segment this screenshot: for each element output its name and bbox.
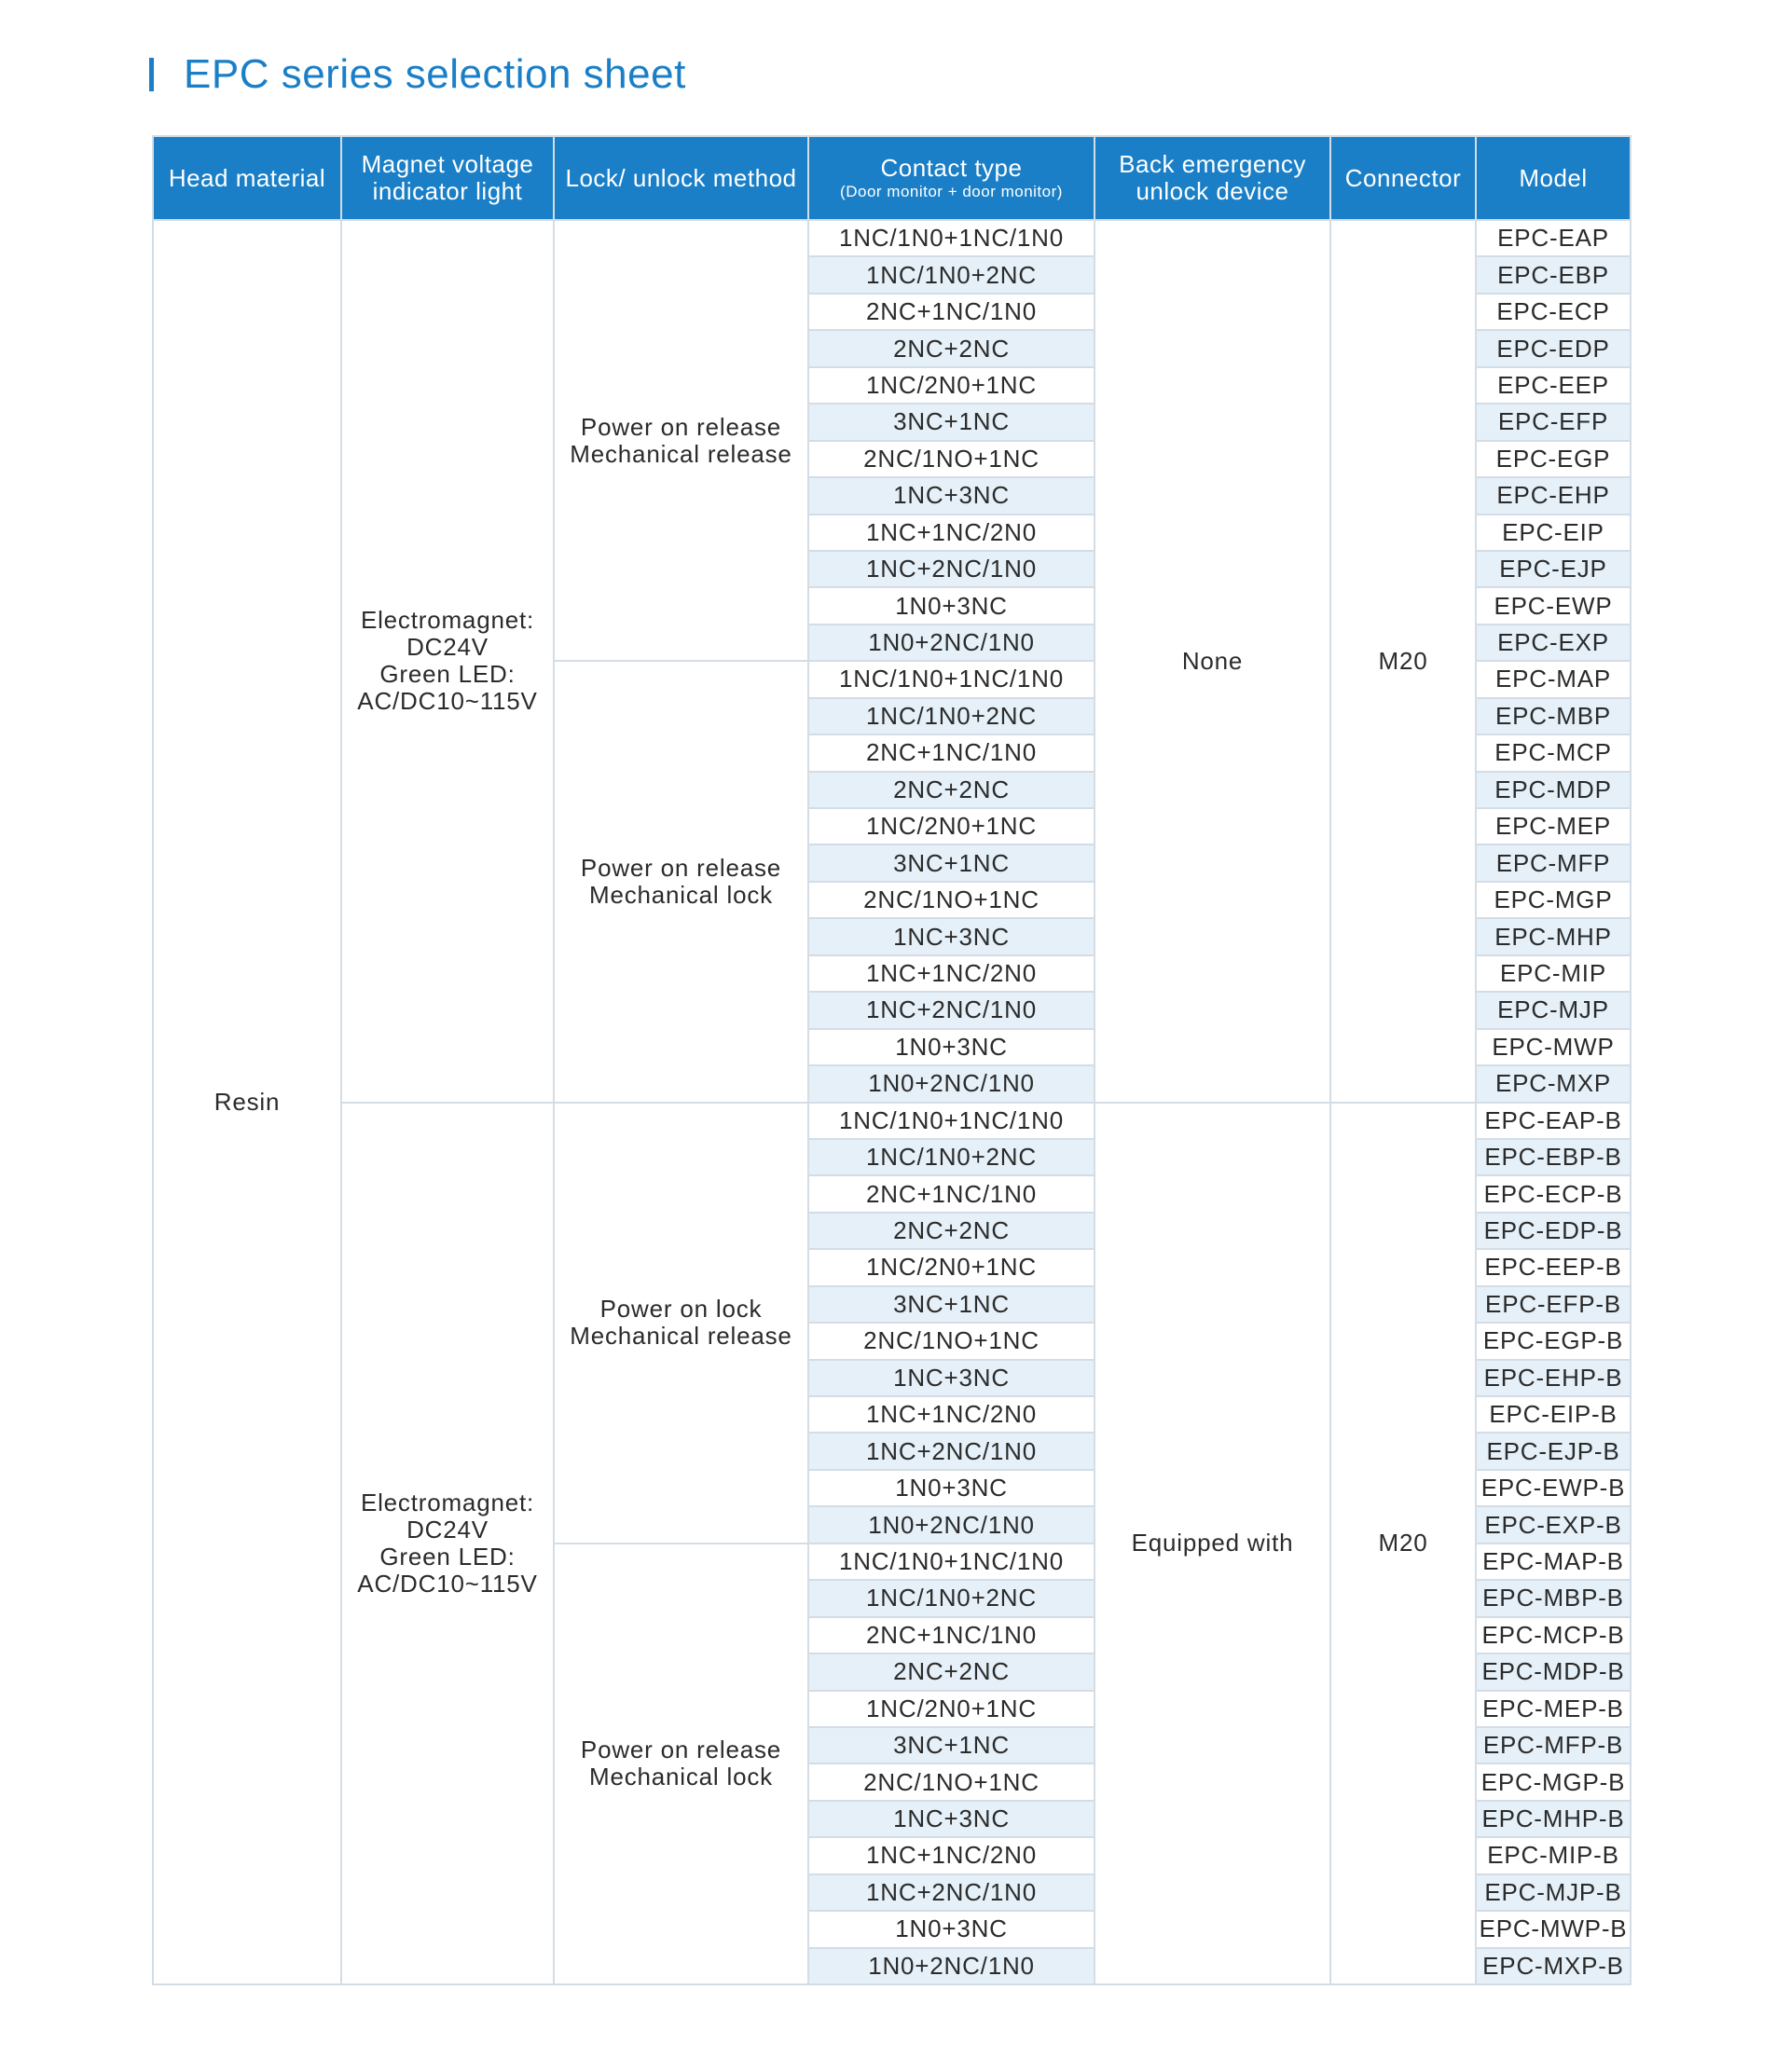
model-cell: EPC-MDP-B [1476,1653,1631,1690]
model-cell: EPC-MAP-B [1476,1544,1631,1580]
contact-type-cell: 1NC/1N0+2NC [808,1139,1095,1175]
model-cell: EPC-MXP [1476,1065,1631,1102]
contact-type-cell: 3NC+1NC [808,1286,1095,1323]
model-cell: EPC-EJP [1476,551,1631,587]
header-magnet-voltage: Magnet voltage indicator light [341,136,554,220]
model-cell: EPC-EAP-B [1476,1103,1631,1139]
contact-type-cell: 1NC/1N0+2NC [808,256,1095,293]
model-cell: EPC-EBP [1476,256,1631,293]
contact-type-cell: 3NC+1NC [808,1727,1095,1763]
model-cell: EPC-EGP-B [1476,1323,1631,1359]
model-cell: EPC-MEP [1476,808,1631,844]
contact-type-cell: 2NC+2NC [808,330,1095,366]
contact-type-cell: 1NC/1N0+1NC/1N0 [808,1544,1095,1580]
contact-type-cell: 2NC+1NC/1N0 [808,1617,1095,1653]
model-cell: EPC-EIP [1476,515,1631,551]
model-cell: EPC-MFP-B [1476,1727,1631,1763]
model-cell: EPC-ECP-B [1476,1175,1631,1212]
contact-type-cell: 1N0+3NC [808,587,1095,624]
model-cell: EPC-EBP-B [1476,1139,1631,1175]
contact-type-cell: 1NC+2NC/1N0 [808,1874,1095,1911]
contact-type-cell: 3NC+1NC [808,404,1095,440]
head-material-cell: Resin [153,220,341,1984]
contact-type-cell: 1N0+3NC [808,1911,1095,1947]
page-title-text: EPC series selection sheet [184,51,686,97]
contact-type-cell: 1NC+2NC/1N0 [808,992,1095,1028]
table-row [153,1103,1631,1139]
contact-type-cell: 1NC+3NC [808,918,1095,954]
model-cell: EPC-MAP [1476,661,1631,697]
model-cell: EPC-MIP [1476,955,1631,992]
table-body [153,220,1631,1984]
contact-type-cell: 1NC+2NC/1N0 [808,551,1095,587]
contact-type-cell: 1N0+3NC [808,1470,1095,1506]
contact-type-cell: 1NC+3NC [808,477,1095,514]
lock-method-cell: Power on release Mechanical release [554,220,808,661]
model-cell: EPC-MGP-B [1476,1763,1631,1800]
model-cell: EPC-MEP-B [1476,1691,1631,1727]
model-cell: EPC-EFP [1476,404,1631,440]
model-cell: EPC-EHP [1476,477,1631,514]
model-cell: EPC-EEP-B [1476,1249,1631,1285]
contact-type-cell: 1NC+1NC/2N0 [808,1837,1095,1873]
contact-type-cell: 1NC+3NC [808,1801,1095,1837]
contact-type-cell: 1NC/2N0+1NC [808,1249,1095,1285]
contact-type-cell: 1N0+2NC/1N0 [808,624,1095,661]
contact-type-cell: 1N0+3NC [808,1029,1095,1065]
model-cell: EPC-MHP [1476,918,1631,954]
table-row [153,220,1631,256]
contact-type-cell: 1NC/2N0+1NC [808,367,1095,404]
model-cell: EPC-EGP [1476,441,1631,477]
header-contact-type-label: Contact type [880,153,1023,182]
model-cell: EPC-MCP [1476,734,1631,771]
model-cell: EPC-MDP [1476,772,1631,808]
title-accent-bar [149,58,154,91]
model-cell: EPC-ECP [1476,294,1631,330]
table-header-row [153,136,1631,220]
model-cell: EPC-MHP-B [1476,1801,1631,1837]
model-cell: EPC-EAP [1476,220,1631,256]
contact-type-cell: 1NC+1NC/2N0 [808,1396,1095,1433]
magnet-voltage-cell: Electromagnet: DC24V Green LED: AC/DC10~115V [341,220,554,1103]
connector-cell: M20 [1330,220,1476,1103]
model-cell: EPC-EIP-B [1476,1396,1631,1433]
model-cell: EPC-MBP-B [1476,1580,1631,1616]
contact-type-cell: 1NC+1NC/2N0 [808,955,1095,992]
model-cell: EPC-MWP-B [1476,1911,1631,1947]
contact-type-cell: 2NC/1NO+1NC [808,882,1095,918]
model-cell: EPC-MCP-B [1476,1617,1631,1653]
contact-type-cell: 2NC/1NO+1NC [808,441,1095,477]
contact-type-cell: 1NC/1N0+2NC [808,698,1095,734]
model-cell: EPC-MJP [1476,992,1631,1028]
contact-type-cell: 2NC+1NC/1N0 [808,1175,1095,1212]
model-cell: EPC-MJP-B [1476,1874,1631,1911]
model-cell: EPC-MGP [1476,882,1631,918]
model-cell: EPC-EDP-B [1476,1213,1631,1249]
header-lock-method: Lock/ unlock method [554,136,808,220]
magnet-voltage-cell: Electromagnet: DC24V Green LED: AC/DC10~115V [341,1103,554,1985]
contact-type-cell: 1NC+2NC/1N0 [808,1433,1095,1469]
model-cell: EPC-EFP-B [1476,1286,1631,1323]
contact-type-cell: 1N0+2NC/1N0 [808,1948,1095,1984]
model-cell: EPC-EJP-B [1476,1433,1631,1469]
model-cell: EPC-MIP-B [1476,1837,1631,1873]
lock-method-cell: Power on release Mechanical lock [554,1544,808,1984]
header-back-emergency: Back emergency unlock device [1095,136,1330,220]
contact-type-cell: 3NC+1NC [808,844,1095,881]
page-title [149,47,686,103]
contact-type-cell: 2NC+2NC [808,1213,1095,1249]
contact-type-cell: 1N0+2NC/1N0 [808,1506,1095,1543]
model-cell: EPC-MFP [1476,844,1631,881]
contact-type-cell: 2NC+2NC [808,1653,1095,1690]
contact-type-cell: 2NC+2NC [808,772,1095,808]
connector-cell: M20 [1330,1103,1476,1985]
header-head-material: Head material [153,136,341,220]
contact-type-cell: 1NC/2N0+1NC [808,1691,1095,1727]
model-cell: EPC-EHP-B [1476,1360,1631,1396]
model-cell: EPC-EEP [1476,367,1631,404]
model-cell: EPC-MWP [1476,1029,1631,1065]
contact-type-cell: 1NC/2N0+1NC [808,808,1095,844]
header-contact-type-sub: (Door monitor + door monitor) [840,182,1063,200]
header-contact-type [808,136,1095,220]
back-emergency-cell: Equipped with [1095,1103,1330,1985]
selection-table [152,135,1632,1985]
contact-type-cell: 1NC/1N0+1NC/1N0 [808,1103,1095,1139]
lock-method-cell: Power on lock Mechanical release [554,1103,808,1544]
contact-type-cell: 2NC/1NO+1NC [808,1763,1095,1800]
model-cell: EPC-EXP [1476,624,1631,661]
contact-type-cell: 1NC/1N0+2NC [808,1580,1095,1616]
contact-type-cell: 2NC/1NO+1NC [808,1323,1095,1359]
model-cell: EPC-EDP [1476,330,1631,366]
header-model: Model [1476,136,1631,220]
model-cell: EPC-MBP [1476,698,1631,734]
contact-type-cell: 1NC/1N0+1NC/1N0 [808,661,1095,697]
model-cell: EPC-EXP-B [1476,1506,1631,1543]
back-emergency-cell: None [1095,220,1330,1103]
model-cell: EPC-EWP [1476,587,1631,624]
model-cell: EPC-EWP-B [1476,1470,1631,1506]
contact-type-cell: 1NC+3NC [808,1360,1095,1396]
contact-type-cell: 1NC/1N0+1NC/1N0 [808,220,1095,256]
lock-method-cell: Power on release Mechanical lock [554,661,808,1102]
model-cell: EPC-MXP-B [1476,1948,1631,1984]
header-connector: Connector [1330,136,1476,220]
contact-type-cell: 2NC+1NC/1N0 [808,734,1095,771]
contact-type-cell: 1N0+2NC/1N0 [808,1065,1095,1102]
contact-type-cell: 1NC+1NC/2N0 [808,515,1095,551]
contact-type-cell: 2NC+1NC/1N0 [808,294,1095,330]
